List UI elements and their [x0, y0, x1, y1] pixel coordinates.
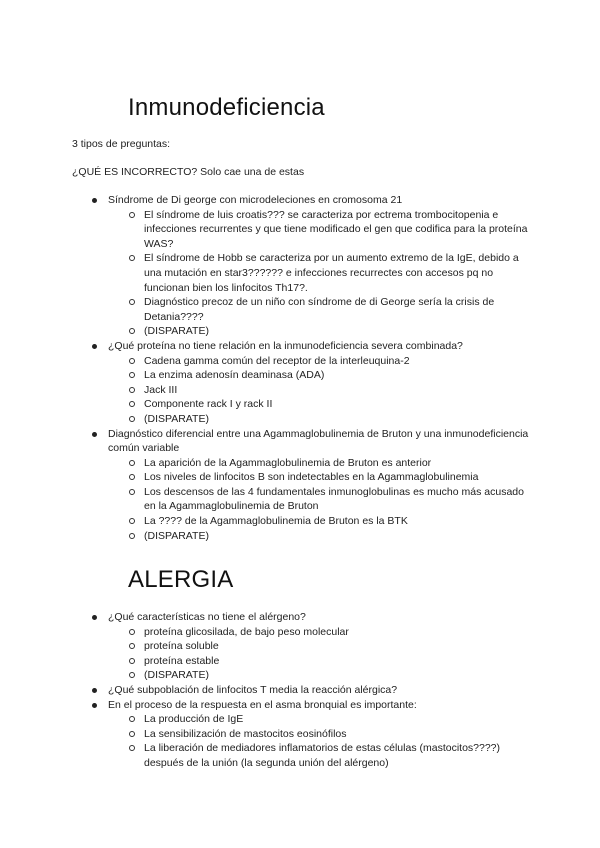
question-item: [90, 610, 530, 683]
answer-option: proteína estable: [128, 654, 530, 669]
answer-option: Los descensos de las 4 fundamentales inmunoglobulinas es mucho más acusado en la Agammaglobulinemia de Bruton: [128, 485, 530, 514]
inmunodeficiencia-question-list: [90, 193, 530, 543]
answer-option: (DISPARATE): [128, 324, 530, 339]
answer-option: (DISPARATE): [128, 412, 530, 427]
answer-option: La producción de IgE: [128, 712, 530, 727]
question-text: ¿Qué subpoblación de linfocitos T media la reacción alérgica?: [108, 683, 398, 696]
answer-options: [108, 456, 530, 544]
answer-option: Cadena gamma común del receptor de la interleuquina-2: [128, 354, 530, 369]
question-text: Diagnóstico diferencial entre una Agammaglobulinemia de Bruton y una inmunodeficiencia común variable: [108, 427, 529, 455]
answer-option: La aparición de la Agammaglobulinemia de Bruton es anterior: [128, 456, 530, 471]
answer-option: proteína glicosilada, de bajo peso molecular: [128, 625, 530, 640]
answer-option: (DISPARATE): [128, 529, 530, 544]
answer-options: [108, 625, 530, 683]
alergia-question-list: [90, 610, 530, 771]
question-type-text: ¿QUÉ ES INCORRECTO? Solo cae una de estas: [72, 166, 305, 178]
answer-option: Los niveles de linfocitos B son indetectables en la Agammaglobulinemia: [128, 470, 530, 485]
answer-option: El síndrome de luis croatis??? se caracteriza por ectrema trombocitopenia e infecciones recurrentes y que tiene modificado el gen que codifica para la proteína WAS?: [128, 208, 530, 252]
answer-options: [108, 208, 530, 339]
answer-option: La sensibilización de mastocitos eosinófilos: [128, 727, 530, 742]
answer-option: La enzima adenosín deaminasa (ADA): [128, 368, 530, 383]
question-item: [90, 698, 530, 771]
question-text: Síndrome de Di george con microdeleciones en cromosoma 21: [108, 194, 403, 206]
answer-options: [108, 354, 530, 427]
question-item: [90, 193, 530, 339]
answer-option: La liberación de mediadores inflamatorios de estas células (mastocitos????) después de la unión (la segunda unión del alérgeno): [128, 741, 530, 770]
answer-option: La ???? de la Agammaglobulinemia de Bruton es la BTK: [128, 514, 530, 529]
answer-option: (DISPARATE): [128, 668, 530, 683]
answer-option: Jack III: [128, 383, 530, 398]
intro-text: 3 tipos de preguntas:: [72, 138, 171, 150]
answer-option: Componente rack I y rack II: [128, 397, 530, 412]
question-item: [90, 683, 530, 698]
question-item: [90, 427, 530, 544]
answer-option: proteína soluble: [128, 639, 530, 654]
answer-option: El síndrome de Hobb se caracteriza por un aumento extremo de la IgE, debido a una mutación en star3?????? e infecciones recurrectes con accesos pq no funcionan bien los linfocitos Th17?.: [128, 251, 530, 295]
answer-options: [108, 712, 530, 770]
question-text: ¿Qué proteína no tiene relación en la inmunodeficiencia severa combinada?: [108, 339, 463, 352]
question-item: [90, 339, 530, 427]
question-text: En el proceso de la respuesta en el asma bronquial es importante:: [108, 698, 417, 711]
page-title: Inmunodeficiencia: [128, 94, 325, 121]
question-text: ¿Qué características no tiene el alérgeno?: [108, 611, 306, 623]
answer-option: Diagnóstico precoz de un niño con síndrome de di George sería la crisis de Detania????: [128, 295, 530, 324]
section-title-alergia: ALERGIA: [128, 566, 234, 593]
